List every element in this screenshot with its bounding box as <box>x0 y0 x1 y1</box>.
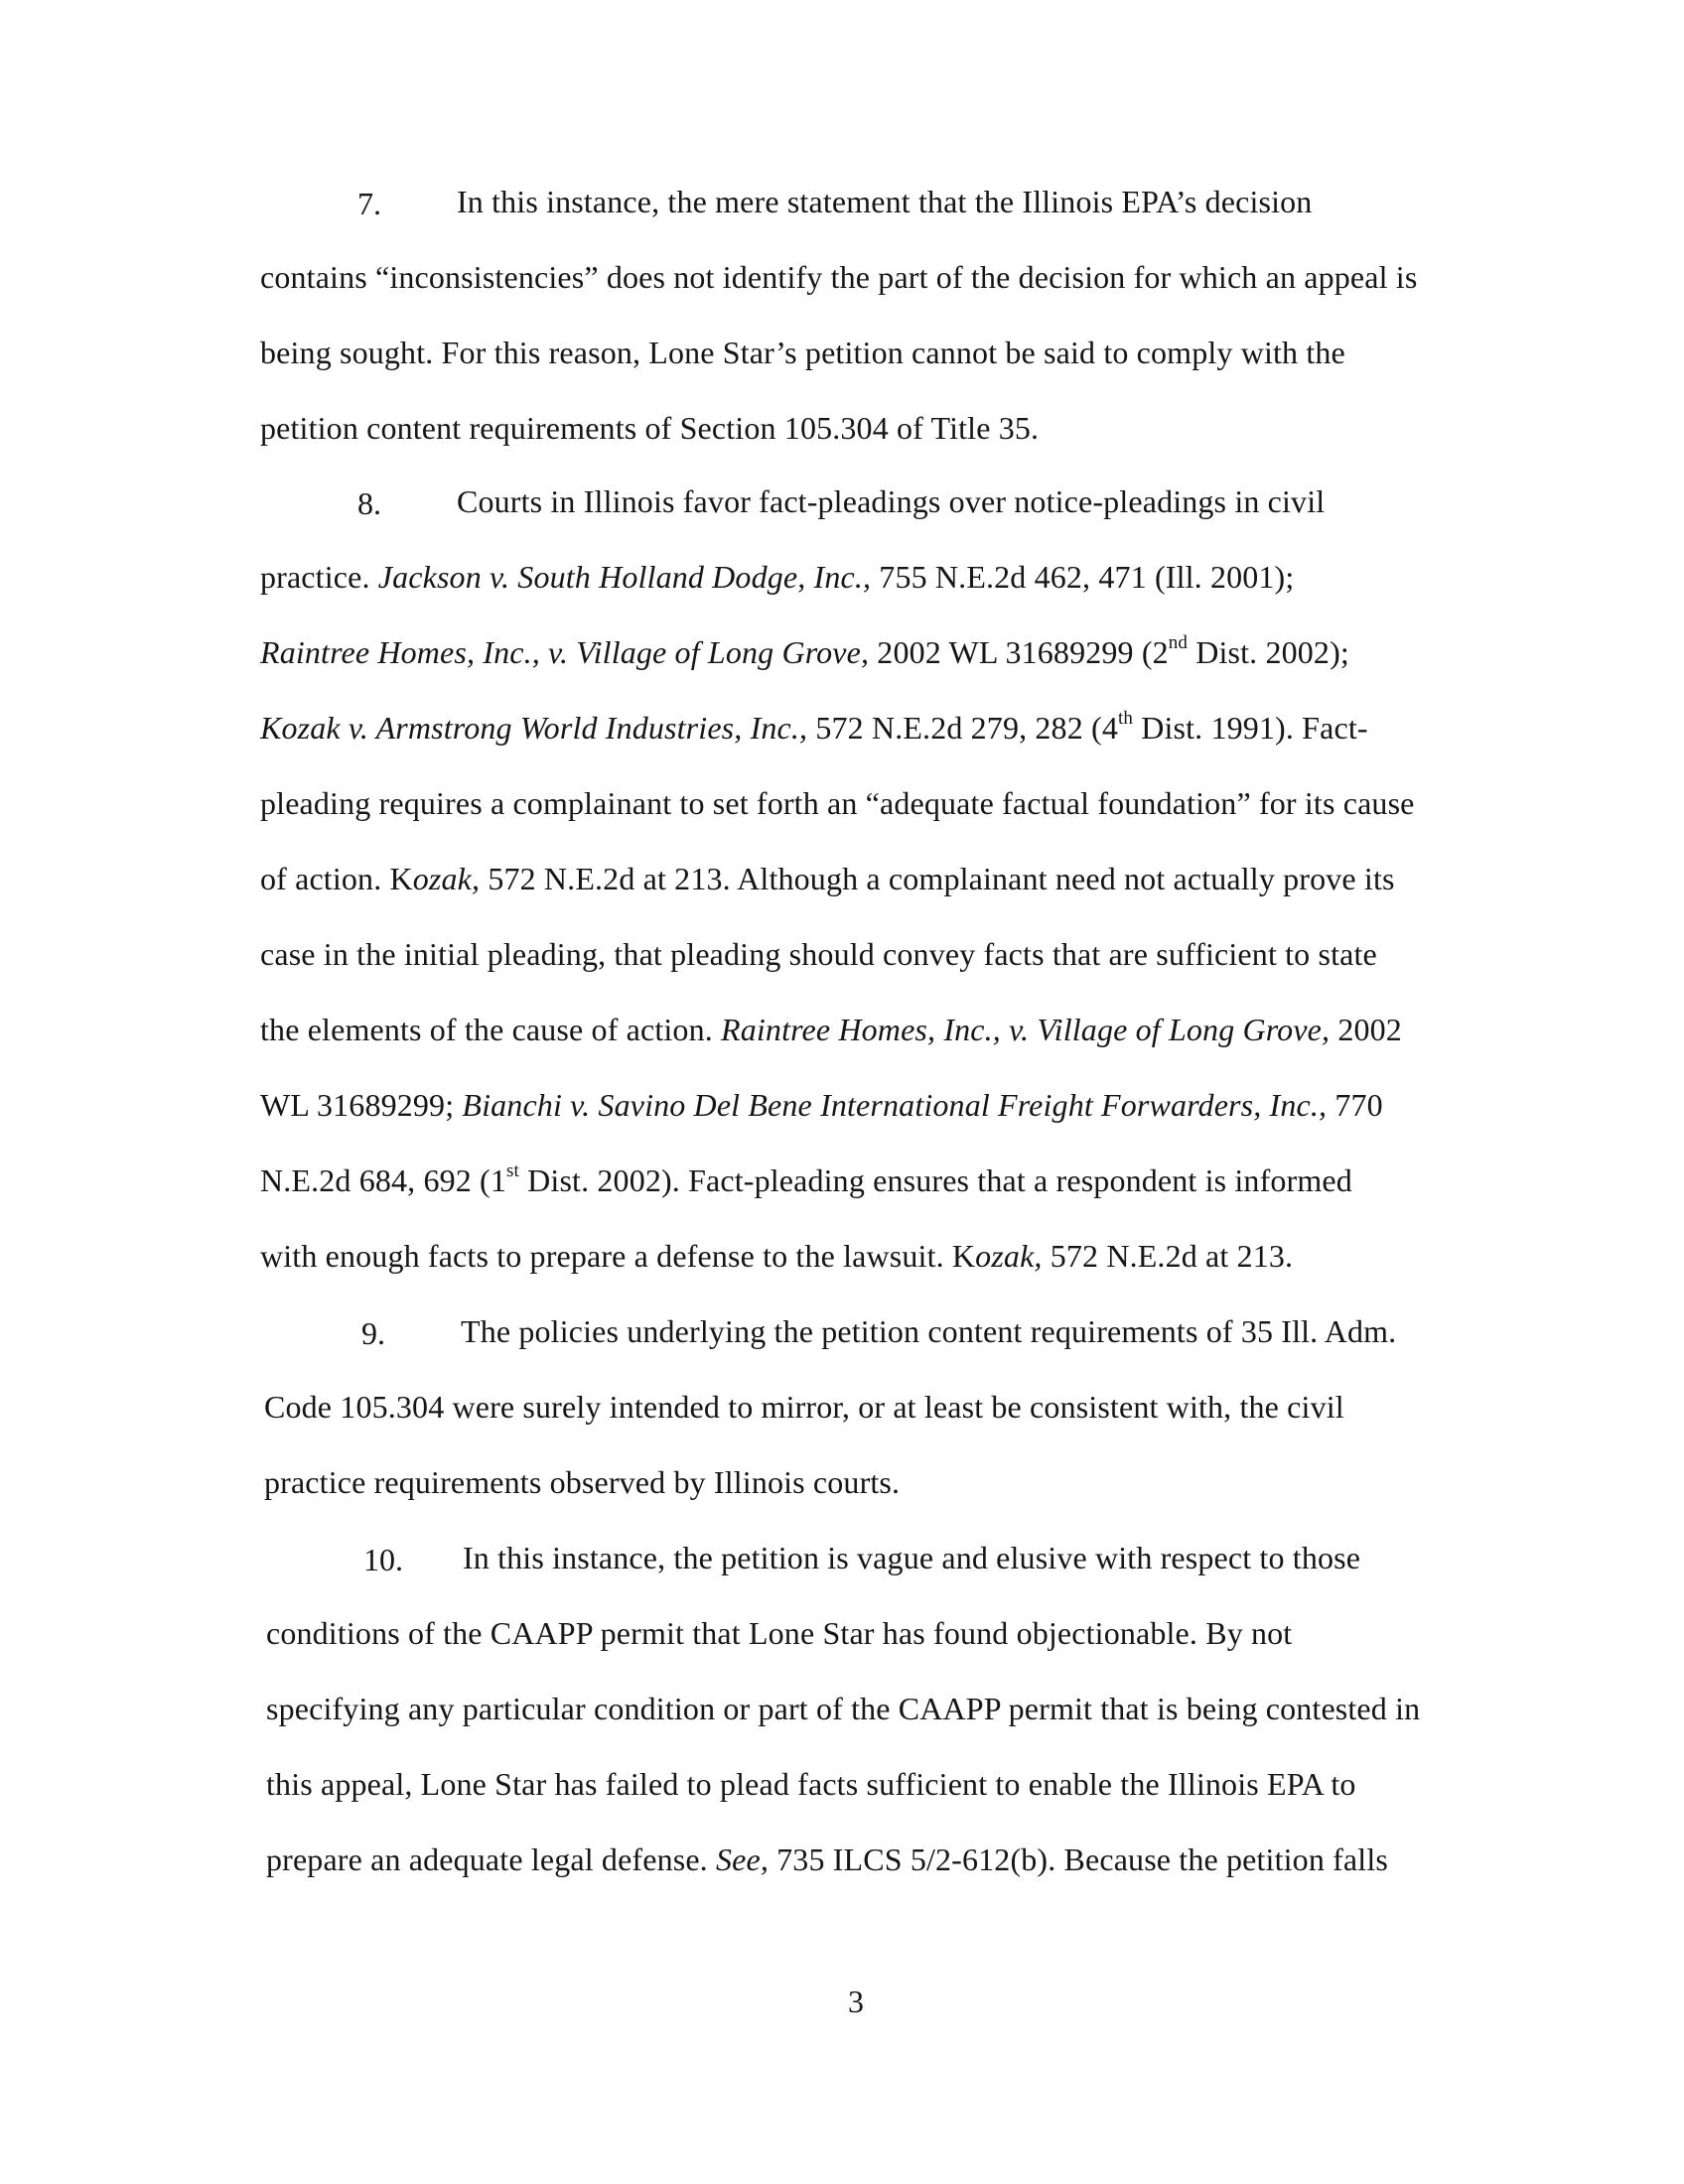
paragraph-number: 8. <box>357 485 381 521</box>
line-text: of action. K <box>260 861 413 896</box>
line-text: prepare an adequate legal defense. <box>266 1842 716 1877</box>
paragraph-line: conditions of the CAAPP permit that Lone Star has found objectionable. By not <box>266 1615 1293 1651</box>
case-citation: Raintree Homes, Inc., v. Village of Long Grove, <box>721 1012 1331 1047</box>
paragraph-line <box>260 1236 1293 1276</box>
line-text: 2002 WL 31689299 (2 <box>869 634 1169 670</box>
line-text: the elements of the cause of action. <box>260 1012 722 1047</box>
line-text: Dist. 2002); <box>1188 634 1349 670</box>
page-number: 3 <box>848 1983 864 2019</box>
ordinal-suffix: nd <box>1168 632 1189 654</box>
ordinal-suffix: st <box>506 1160 519 1182</box>
paragraph-line <box>260 1085 1383 1125</box>
line-text: WL 31689299; <box>260 1087 463 1123</box>
paragraph-line <box>260 859 1395 898</box>
paragraph-line: Code 105.304 were surely intended to mirror, or at least be consistent with, the civil <box>264 1389 1344 1425</box>
case-citation: Bianchi v. Savino Del Bene International Freight Forwarders, Inc., <box>462 1087 1328 1123</box>
paragraph-number: 10. <box>363 1542 403 1577</box>
paragraph-line: In this instance, the mere statement that the Illinois EPA’s decision <box>457 184 1313 219</box>
paragraph-line <box>260 557 1294 597</box>
paragraph-line: In this instance, the petition is vague and elusive with respect to those <box>463 1540 1361 1575</box>
ordinal-suffix: th <box>1117 708 1134 730</box>
paragraph-line: Courts in Illinois favor fact-pleadings over notice-pleadings in civil <box>457 483 1326 519</box>
paragraph-line: petition content requirements of Section 105.304 of Title 35. <box>260 410 1040 446</box>
line-text: 572 N.E.2d 279, 282 (4 <box>807 710 1118 746</box>
paragraph-line: pleading requires a complainant to set forth an “adequate factual foundation” for its cause <box>260 785 1415 821</box>
paragraph-line: this appeal, Lone Star has failed to plead facts sufficient to enable the Illinois EPA to <box>266 1766 1356 1802</box>
line-text: practice. <box>260 559 378 595</box>
paragraph-number: 7. <box>357 186 381 221</box>
case-citation: Jackson v. South Holland Dodge, Inc., <box>377 559 872 595</box>
paragraph-line: case in the initial pleading, that pleading should convey facts that are sufficient to state <box>260 936 1377 972</box>
line-text: with enough facts to prepare a defense to the lawsuit. K <box>260 1238 976 1274</box>
paragraph-line <box>266 1840 1388 1879</box>
signal-word: See, <box>715 1842 769 1877</box>
case-citation: ozak, <box>975 1238 1043 1274</box>
line-text: 735 ILCS 5/2-612(b). Because the petition falls <box>769 1842 1388 1877</box>
line-text: 572 N.E.2d at 213. Although a complainant need not actually prove its <box>480 861 1395 896</box>
paragraph-line: specifying any particular condition or part of the CAAPP permit that is being contested in <box>266 1691 1421 1726</box>
paragraph-line: contains “inconsistencies” does not identify the part of the decision for which an appeal is <box>260 259 1418 295</box>
case-citation: Raintree Homes, Inc., v. Village of Long Grove, <box>260 634 870 670</box>
line-text: 755 N.E.2d 462, 471 (Ill. 2001); <box>871 559 1295 595</box>
paragraph-line <box>260 708 1368 748</box>
case-citation: Kozak v. Armstrong World Industries, Inc., <box>260 710 808 746</box>
paragraph-line <box>260 1160 1352 1200</box>
paragraph-line <box>260 1010 1402 1049</box>
line-text: 2002 <box>1330 1012 1402 1047</box>
line-text: 572 N.E.2d at 213. <box>1042 1238 1294 1274</box>
paragraph-line: The policies underlying the petition content requirements of 35 Ill. Adm. <box>461 1313 1397 1349</box>
line-text: 770 <box>1327 1087 1383 1123</box>
line-text: Dist. 1991). Fact- <box>1133 710 1368 746</box>
paragraph-line: practice requirements observed by Illinois courts. <box>264 1464 901 1500</box>
paragraph-line: being sought. For this reason, Lone Star’s petition cannot be said to comply with the <box>260 335 1345 370</box>
line-text: N.E.2d 684, 692 (1 <box>260 1162 507 1198</box>
case-citation: ozak, <box>412 861 481 896</box>
paragraph-line <box>260 632 1349 672</box>
paragraph-number: 9. <box>361 1315 385 1351</box>
line-text: Dist. 2002). Fact-pleading ensures that a respondent is informed <box>519 1162 1352 1198</box>
